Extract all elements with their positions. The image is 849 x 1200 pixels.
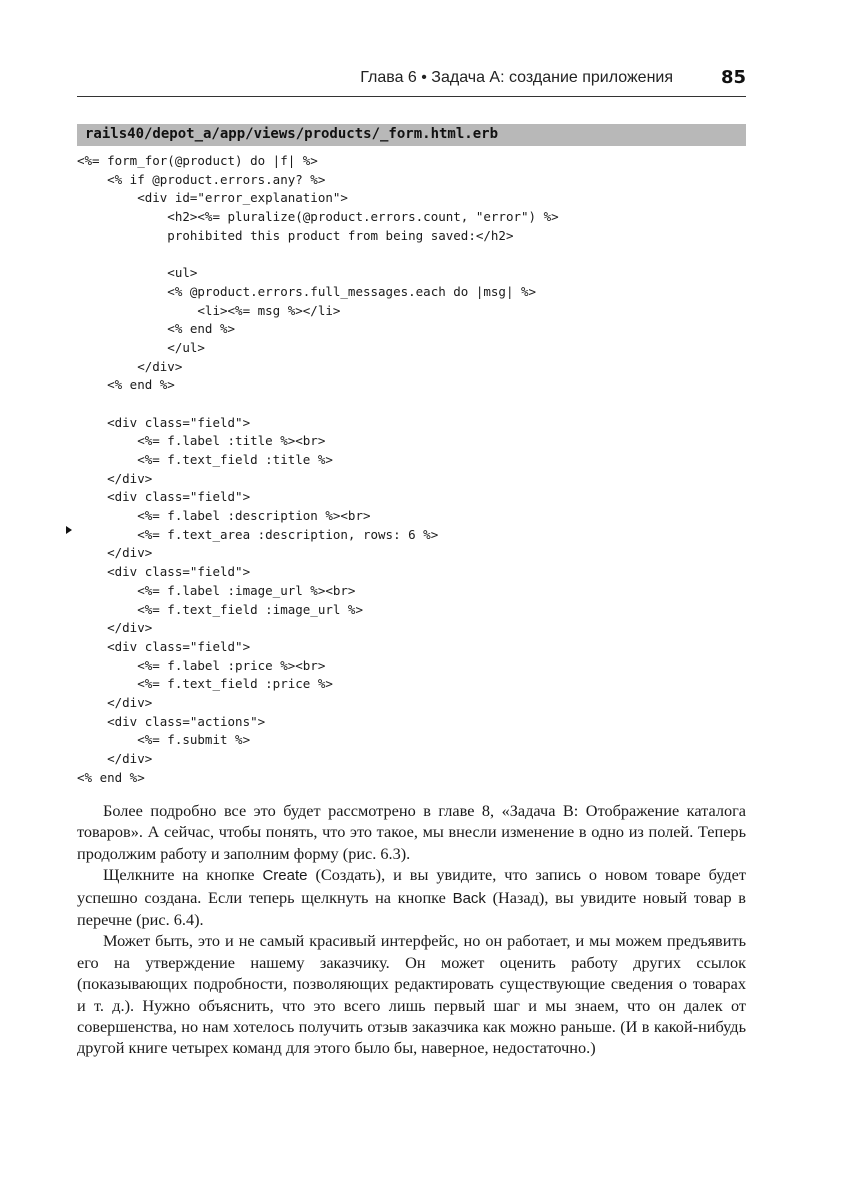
code-line: <div class="field"> <box>77 564 251 580</box>
code-line: <div id="error_explanation"> <box>77 190 348 206</box>
code-line: </div> <box>77 545 153 561</box>
code-line: <%= f.submit %> <box>77 732 251 748</box>
code-line: <div class="actions"> <box>77 713 266 729</box>
code-line: <%= f.text_field :title %> <box>77 452 333 467</box>
code-line: <%= f.label :price %><br> <box>77 657 326 673</box>
code-line: <% end %> <box>77 377 175 393</box>
code-line <box>77 395 746 414</box>
paragraph-2-text-2: (Создать), и вы увидите, что запись о новом товаре будет успешно создана. Если теперь щелкнуть на кнопке <box>77 865 746 907</box>
code-line: </div> <box>77 358 183 374</box>
paragraph-1: Более подробно все это будет рассмотрено в главе 8, «Задача B: Отображение каталога товаров». А сейчас, чтобы понять, что это такое, мы внесли изменение в одно из полей. Теперь продолжим работу и заполним форму (рис. 6.3). <box>77 801 746 863</box>
changed-line-marker-icon <box>66 526 72 534</box>
code-line: </div> <box>77 620 153 636</box>
header-rule <box>77 96 746 97</box>
page-number: 85 <box>720 67 746 88</box>
body-text <box>77 800 746 1059</box>
code-line: <li><%= msg %></li> <box>77 302 341 318</box>
paragraph-2 <box>77 864 746 930</box>
code-line: prohibited this product from being saved:</h2> <box>77 227 514 243</box>
code-listing <box>77 152 746 787</box>
code-line: <div class="field"> <box>77 489 251 505</box>
code-line: <% end %> <box>77 769 145 785</box>
paragraph-2-text-1: Щелкните на кнопке <box>103 865 263 885</box>
code-line: <%= f.text_field :image_url %> <box>77 601 363 617</box>
code-line: </div> <box>77 470 153 486</box>
code-line: <% end %> <box>77 321 236 337</box>
code-line: </div> <box>77 751 153 766</box>
code-line: <%= f.label :title %><br> <box>77 433 326 449</box>
chapter-title: Глава 6 • Задача А: создание приложения <box>360 69 673 86</box>
code-line: <ul> <box>77 265 198 281</box>
back-term: Back <box>452 889 486 907</box>
code-line: <h2><%= pluralize(@product.errors.count, "error") %> <box>77 209 559 225</box>
code-line <box>77 245 746 264</box>
code-line: <%= form_for(@product) do |f| %> <box>77 153 318 168</box>
code-listing-header <box>77 124 746 146</box>
code-filename: rails40/depot_a/app/views/products/_form.html.erb <box>85 126 499 142</box>
code-line: <% @product.errors.full_messages.each do |msg| %> <box>77 283 537 299</box>
running-head <box>77 67 746 93</box>
code-line: <% if @product.errors.any? %> <box>77 171 326 187</box>
paragraph-3: Может быть, это и не самый красивый интерфейс, но он работает, и мы можем предъявить его на утверждение нашему заказчику. Он может оценить работу других ссылок (показывающих подробности, позволяющих редактировать существующие сведения о товарах и т. д.). Нужно объяснить, что это всего лишь первый шаг и мы знаем, что он далек от совершенства, но нам хотелось получить отзыв заказчика как можно раньше. (И в какой-нибудь другой книге четырех команд для этого было бы, наверное, недостаточно.) <box>77 931 746 1058</box>
code-line: </ul> <box>77 339 205 355</box>
create-term: Create <box>262 867 308 885</box>
code-line: <%= f.text_area :description, rows: 6 %> <box>77 526 439 542</box>
code-line: <%= f.label :description %><br> <box>77 508 371 524</box>
paragraph-2-text-3: (Назад), вы увидите новый товар в перечне (рис. 6.4). <box>77 887 746 930</box>
code-line: <div class="field"> <box>77 414 251 430</box>
code-line: </div> <box>77 694 153 710</box>
code-line: <%= f.label :image_url %><br> <box>77 582 356 598</box>
code-line: <%= f.text_field :price %> <box>77 676 333 692</box>
code-line: <div class="field"> <box>77 638 251 654</box>
